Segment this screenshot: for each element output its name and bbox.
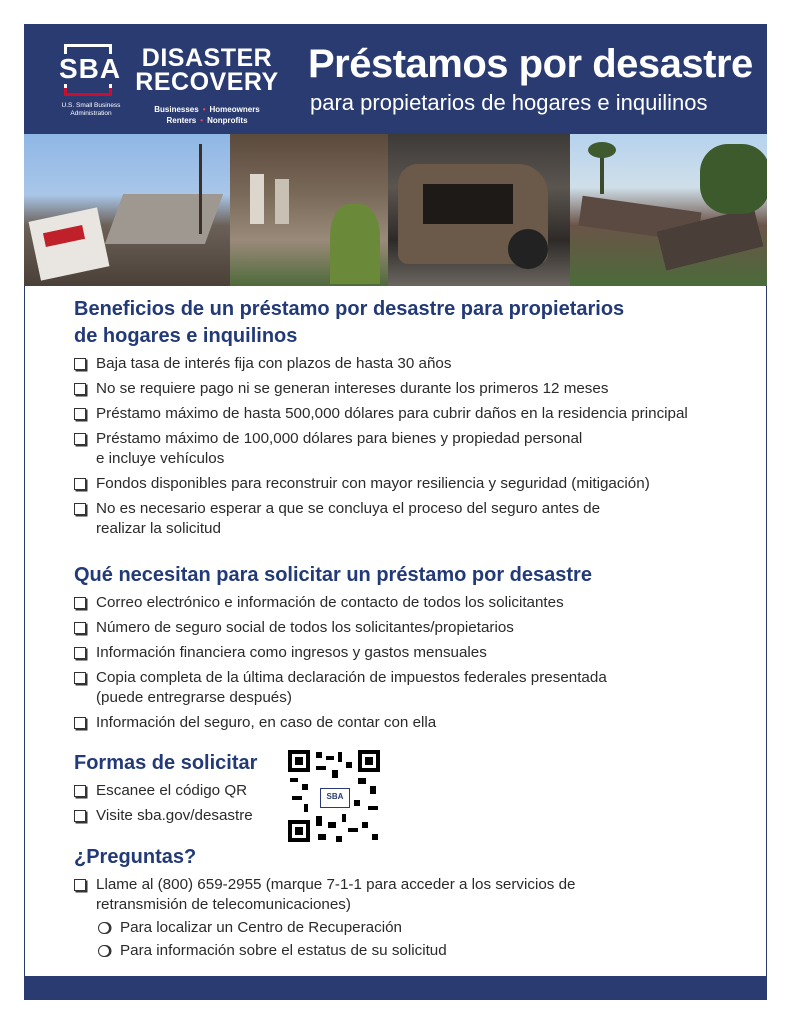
tag-homeowners: Homeowners xyxy=(209,105,260,114)
benefits-section xyxy=(74,296,688,544)
tag-nonprofits: Nonprofits xyxy=(207,116,248,125)
page-title: Préstamos por desastre xyxy=(308,42,753,86)
photo-strip xyxy=(24,134,767,286)
list-item-line2: (puede entregrarse después) xyxy=(96,689,292,706)
tag-separator-dot: • xyxy=(200,116,204,125)
tag-businesses: Businesses xyxy=(154,105,199,114)
list-item-line2: e incluye vehículos xyxy=(96,450,225,467)
list-item: Información financiera como ingresos y gastos mensuales xyxy=(74,643,607,663)
apply-heading: Formas de solicitar xyxy=(74,752,258,774)
call-line2: retransmisión de telecomunicaciones) xyxy=(96,896,351,913)
sub-list-item: Para localizar un Centro de Recuperación xyxy=(96,918,576,938)
questions-section xyxy=(74,844,576,966)
list-item: Número de seguro social de todos los solicitantes/propietarios xyxy=(74,618,607,638)
requirements-list xyxy=(74,593,607,733)
program-title-line1: DISASTER xyxy=(141,44,273,72)
list-item-line1: Préstamo máximo de 100,000 dólares para bienes y propiedad personal xyxy=(96,430,583,447)
burned-car-photo xyxy=(388,134,570,286)
program-tags xyxy=(142,104,272,126)
tag-renters: Renters xyxy=(166,116,197,125)
sba-logo xyxy=(54,44,126,126)
list-item-line1: No es necesario esperar a que se concluya el proceso del seguro antes de xyxy=(96,500,601,517)
list-item: Escanee el código QR xyxy=(74,781,257,801)
list-item-line2: realizar la solicitud xyxy=(96,520,221,537)
list-item xyxy=(74,499,688,539)
apply-section xyxy=(74,750,257,831)
sba-logo-subtitle: U.S. Small Business Administration xyxy=(61,102,121,117)
list-item: Visite sba.gov/desastre xyxy=(74,806,257,826)
list-item xyxy=(74,668,607,708)
questions-heading: ¿Preguntas? xyxy=(74,846,197,868)
sba-logo-red-bar xyxy=(64,88,112,96)
program-title xyxy=(132,46,282,94)
call-line1: Llame al (800) 659-2955 (marque 7-1-1 para acceder a los servicios de xyxy=(96,876,576,893)
list-item: Información del seguro, en caso de contar con ella xyxy=(74,713,607,733)
questions-list xyxy=(74,875,576,961)
list-item xyxy=(74,875,576,961)
list-item xyxy=(74,429,688,469)
requirements-section xyxy=(74,562,607,738)
header-banner xyxy=(24,24,767,134)
list-item: Fondos disponibles para reconstruir con mayor resiliencia y seguridad (mitigación) xyxy=(74,474,688,494)
benefits-heading-line1: Beneficios de un préstamo por desastre para propietarios xyxy=(74,298,625,320)
benefits-list xyxy=(74,354,688,539)
list-item-line1: Copia completa de la última declaración de impuestos federales presentada xyxy=(96,669,607,686)
benefits-heading-line2: de hogares e inquilinos xyxy=(74,325,298,347)
damaged-house-photo xyxy=(24,134,230,286)
damaged-interior-photo xyxy=(230,134,388,286)
program-title-line2: RECOVERY xyxy=(135,68,279,96)
qr-code[interactable] xyxy=(288,750,380,842)
benefits-heading xyxy=(74,296,688,350)
footer-bar xyxy=(24,976,767,1000)
sub-list-item: Para información sobre el estatus de su solicitud xyxy=(96,941,576,961)
list-item: Correo electrónico e información de contacto de todos los solicitantes xyxy=(74,593,607,613)
list-item: No se requiere pago ni se generan intereses durante los primeros 12 meses xyxy=(74,379,688,399)
list-item: Baja tasa de interés fija con plazos de hasta 30 años xyxy=(74,354,688,374)
questions-sub-list xyxy=(96,918,576,961)
sba-logo-text: SBA xyxy=(54,54,126,84)
list-item: Préstamo máximo de hasta 500,000 dólares para cubrir daños en la residencia principal xyxy=(74,404,688,424)
tag-separator-dot: • xyxy=(202,105,206,114)
requirements-heading: Qué necesitan para solicitar un préstamo por desastre xyxy=(74,564,592,586)
apply-list xyxy=(74,781,257,826)
collapsed-roof-photo xyxy=(570,134,767,286)
page-subtitle: para propietarios de hogares e inquilinos xyxy=(310,90,708,115)
qr-badge: SBA xyxy=(320,788,350,808)
